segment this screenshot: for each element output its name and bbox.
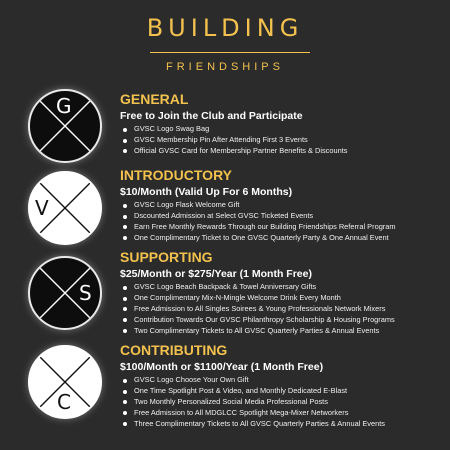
benefit-list <box>120 282 445 337</box>
tier-price: $100/Month or $1100/Year (1 Month Free) <box>120 361 324 373</box>
general-badge-icon <box>28 89 102 163</box>
list-item: One Complimentary Ticket to One GVSC Quarterly Party & One Annual Event <box>120 233 445 244</box>
list-item: GVSC Membership Pin After Attending First 3 Events <box>120 135 445 146</box>
list-item: GVSC Logo Beach Backpack & Towel Anniversary Gifts <box>120 282 445 293</box>
list-item: One Time Spotlight Post & Video, and Monthly Dedicated E-Blast <box>120 386 445 397</box>
list-item: Free Admission to All Singles Soirees & Young Professionals Network Mixers <box>120 304 445 315</box>
tier-price: Free to Join the Club and Participate <box>120 110 303 122</box>
tier-heading: GENERAL <box>120 91 189 107</box>
badge-letter: C <box>57 390 71 414</box>
list-item: Earn Free Monthly Rewards Through our Building Friendships Referral Program <box>120 222 445 233</box>
benefit-list <box>120 124 445 157</box>
list-item: Three Complimentary Tickets to All GVSC Quarterly Parties & Annual Events <box>120 419 445 430</box>
page-title: BUILDING <box>146 14 304 42</box>
contributing-badge-icon <box>28 345 102 419</box>
tier-heading: SUPPORTING <box>120 249 213 265</box>
list-item: Contribution Towards Our GVSC Philanthropy Scholarship & Housing Programs <box>120 315 445 326</box>
list-item: Official GVSC Card for Membership Partner Benefits & Discounts <box>120 146 445 157</box>
badge-letter: V <box>35 196 49 220</box>
badge-letter: G <box>56 94 72 118</box>
tier-heading: INTRODUCTORY <box>120 167 232 183</box>
benefit-list <box>120 200 445 244</box>
list-item: Dscounted Admission at Select GVSC Ticketed Events <box>120 211 445 222</box>
list-item: GVSC Logo Choose Your Own Gift <box>120 375 445 386</box>
tier-price: $10/Month (Valid Up For 6 Months) <box>120 186 293 198</box>
list-item: Two Complimentary Tickets to All GVSC Quarterly Parties & Annual Events <box>120 326 445 337</box>
page-subtitle: FRIENDSHIPS <box>166 61 284 73</box>
title-divider <box>150 52 310 53</box>
tier-price: $25/Month or $275/Year (1 Month Free) <box>120 268 312 280</box>
list-item: Free Admission to All MDGLCC Spotlight Mega-Mixer Networkers <box>120 408 445 419</box>
list-item: Two Monthly Personalized Social Media Professional Posts <box>120 397 445 408</box>
list-item: GVSC Logo Swag Bag <box>120 124 445 135</box>
list-item: GVSC Logo Flask Welcome Gift <box>120 200 445 211</box>
introductory-badge-icon <box>28 171 102 245</box>
supporting-badge-icon <box>28 256 102 330</box>
benefit-list <box>120 375 445 430</box>
tier-heading: CONTRIBUTING <box>120 342 228 358</box>
list-item: One Complimentary Mix-N-Mingle Welcome Drink Every Month <box>120 293 445 304</box>
badge-letter: S <box>79 281 92 305</box>
